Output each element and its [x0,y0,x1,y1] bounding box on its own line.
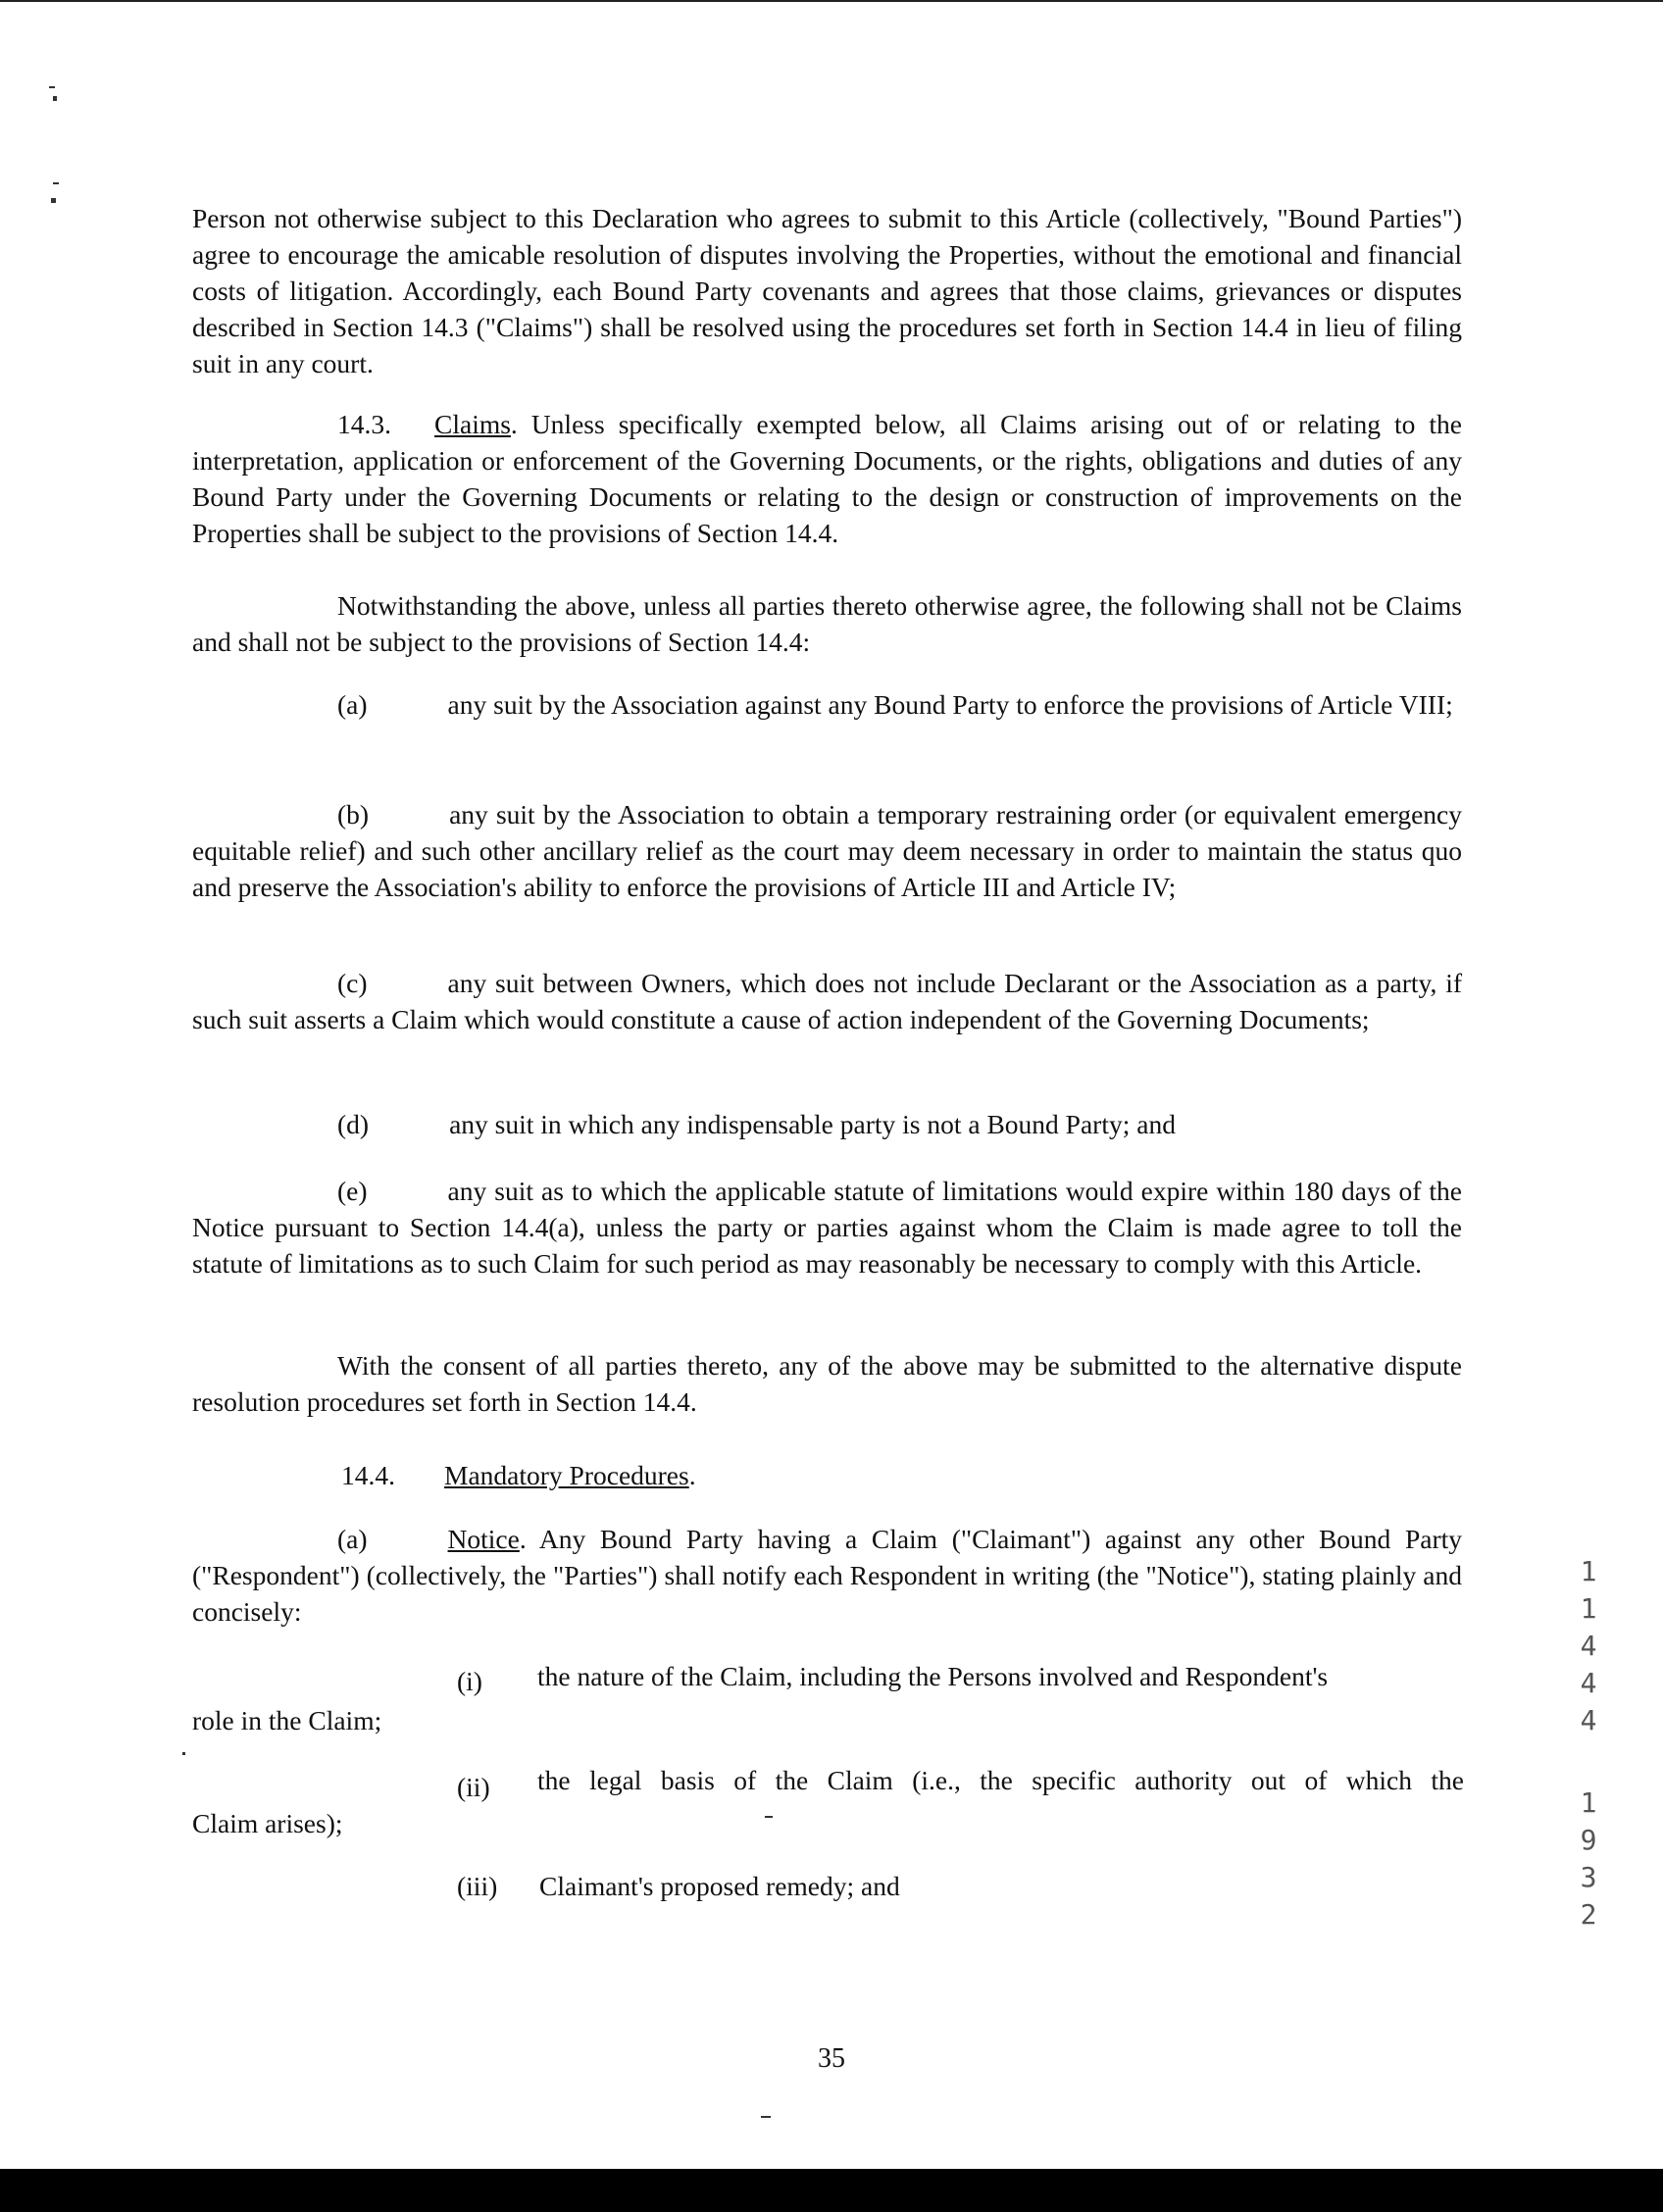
list-item-a [192,686,1462,723]
section-heading: Mandatory Procedures [444,1460,689,1490]
notice-heading: Notice [447,1524,520,1554]
sub-item-iii-text: Claimant's proposed remedy; and [539,1871,900,1901]
item-text: any suit in which any indispensable party is not a Bound Party; and [449,1109,1176,1139]
section-number: 14.4. [341,1460,395,1490]
item-text: any suit between Owners, which does not include Declarant or the Association as a party, if such suit asserts a Claim which would constitute a cause of action independent of the Governing Documents; [192,968,1462,1034]
item-text: any suit as to which the applicable statute of limitations would expire within 180 days of the Notice pursuant to Section 14.4(a), unless the party or parties against whom the Claim is made agree to toll the statute of limitations as to such Claim for such period as may reasonably be necessary to comply with this Article. [192,1176,1462,1279]
list-item-d [192,1106,1462,1142]
sub-item-i-text: the nature of the Claim, including the Persons involved and Respondent's [537,1661,1329,1691]
scan-speck [765,1816,773,1818]
section-14-4-heading: 14.4. Mandatory Procedures. [341,1460,696,1490]
intro-paragraph: Person not otherwise subject to this Declaration who agrees to submit to this Article (collectively, "Bound Parties") agree to encourage the amicable resolution of disputes involving the Properties, without the emotional and financial costs of litigation. Accordingly, each Bound Party covenants and agrees that those claims, grievances or disputes described in Section 14.3 ("Claims") shall be resolved using the procedures set forth in Section 14.4 in lieu of filing suit in any court. [192,203,1462,378]
list-item-b [192,796,1462,905]
item-label: (e) [337,1176,368,1206]
sub-item-i-continuation: role in the Claim; [192,1705,382,1735]
notice-paragraph [192,1521,1462,1630]
item-label: (a) [337,1524,368,1554]
sub-item-i-label: (i) [457,1666,482,1696]
scan-speck [761,2116,771,2118]
scan-speck [53,182,59,184]
item-text: any suit by the Association against any Bound Party to enforce the provisions of Article VIII; [447,689,1453,720]
item-text: any suit by the Association to obtain a temporary restraining order (or equivalent emergency equitable relief) and such other ancillary relief as the court may deem necessary in order to maintain the status quo and preserve the Association's ability to enforce the provisions of Article III and Article IV; [192,799,1462,902]
section-body: . Unless specifically exempted below, all Claims arising out of or relating to the interpretation, application or enforcement of the Governing Documents, or the rights, obligations and duties of any Bound Party under the Governing Documents or relating to the design or construction of improvements on the Properties shall be subject to the provisions of Section 14.4. [192,409,1462,548]
notwithstanding-paragraph: Notwithstanding the above, unless all parties thereto otherwise agree, the following shall not be Claims and shall not be subject to the provisions of Section 14.4: [192,590,1462,657]
sub-item-ii-label: (ii) [457,1772,490,1802]
section-number: 14.3. [337,409,391,439]
section-14-3-paragraph [192,406,1462,551]
sub-item-ii-text: the legal basis of the Claim (i.e., the specific authority out of which the [537,1765,1464,1795]
scan-speck [53,96,57,101]
notice-body: . Any Bound Party having a Claim ("Claimant") against any other Bound Party ("Respondent") (collectively, the "Parties") shall notify each Respondent in writing (the "Notice"), stating plainly and concisely: [192,1524,1462,1627]
margin-stamp: 1 1 4 4 4 1 9 3 2 [1580,1555,1597,1931]
scan-speck [49,86,55,88]
list-item-c [192,965,1462,1037]
scan-speck [51,198,56,203]
sub-item-ii-continuation: Claim arises); [192,1808,343,1838]
page-number: 35 [818,2043,845,2074]
scan-speck [182,1752,185,1755]
scan-top-edge [0,0,1663,2]
section-heading: Claims [434,409,511,439]
item-label: (c) [337,968,368,998]
list-item-e [192,1173,1462,1282]
sub-item-iii-label: (iii) [457,1871,498,1901]
item-label: (d) [337,1109,370,1139]
scan-bottom-border [0,2169,1663,2212]
item-label: (a) [337,689,368,720]
item-label: (b) [337,799,370,830]
consent-paragraph: With the consent of all parties thereto, any of the above may be submitted to the alternative dispute resolution procedures set forth in Section 14.4. [192,1350,1462,1417]
